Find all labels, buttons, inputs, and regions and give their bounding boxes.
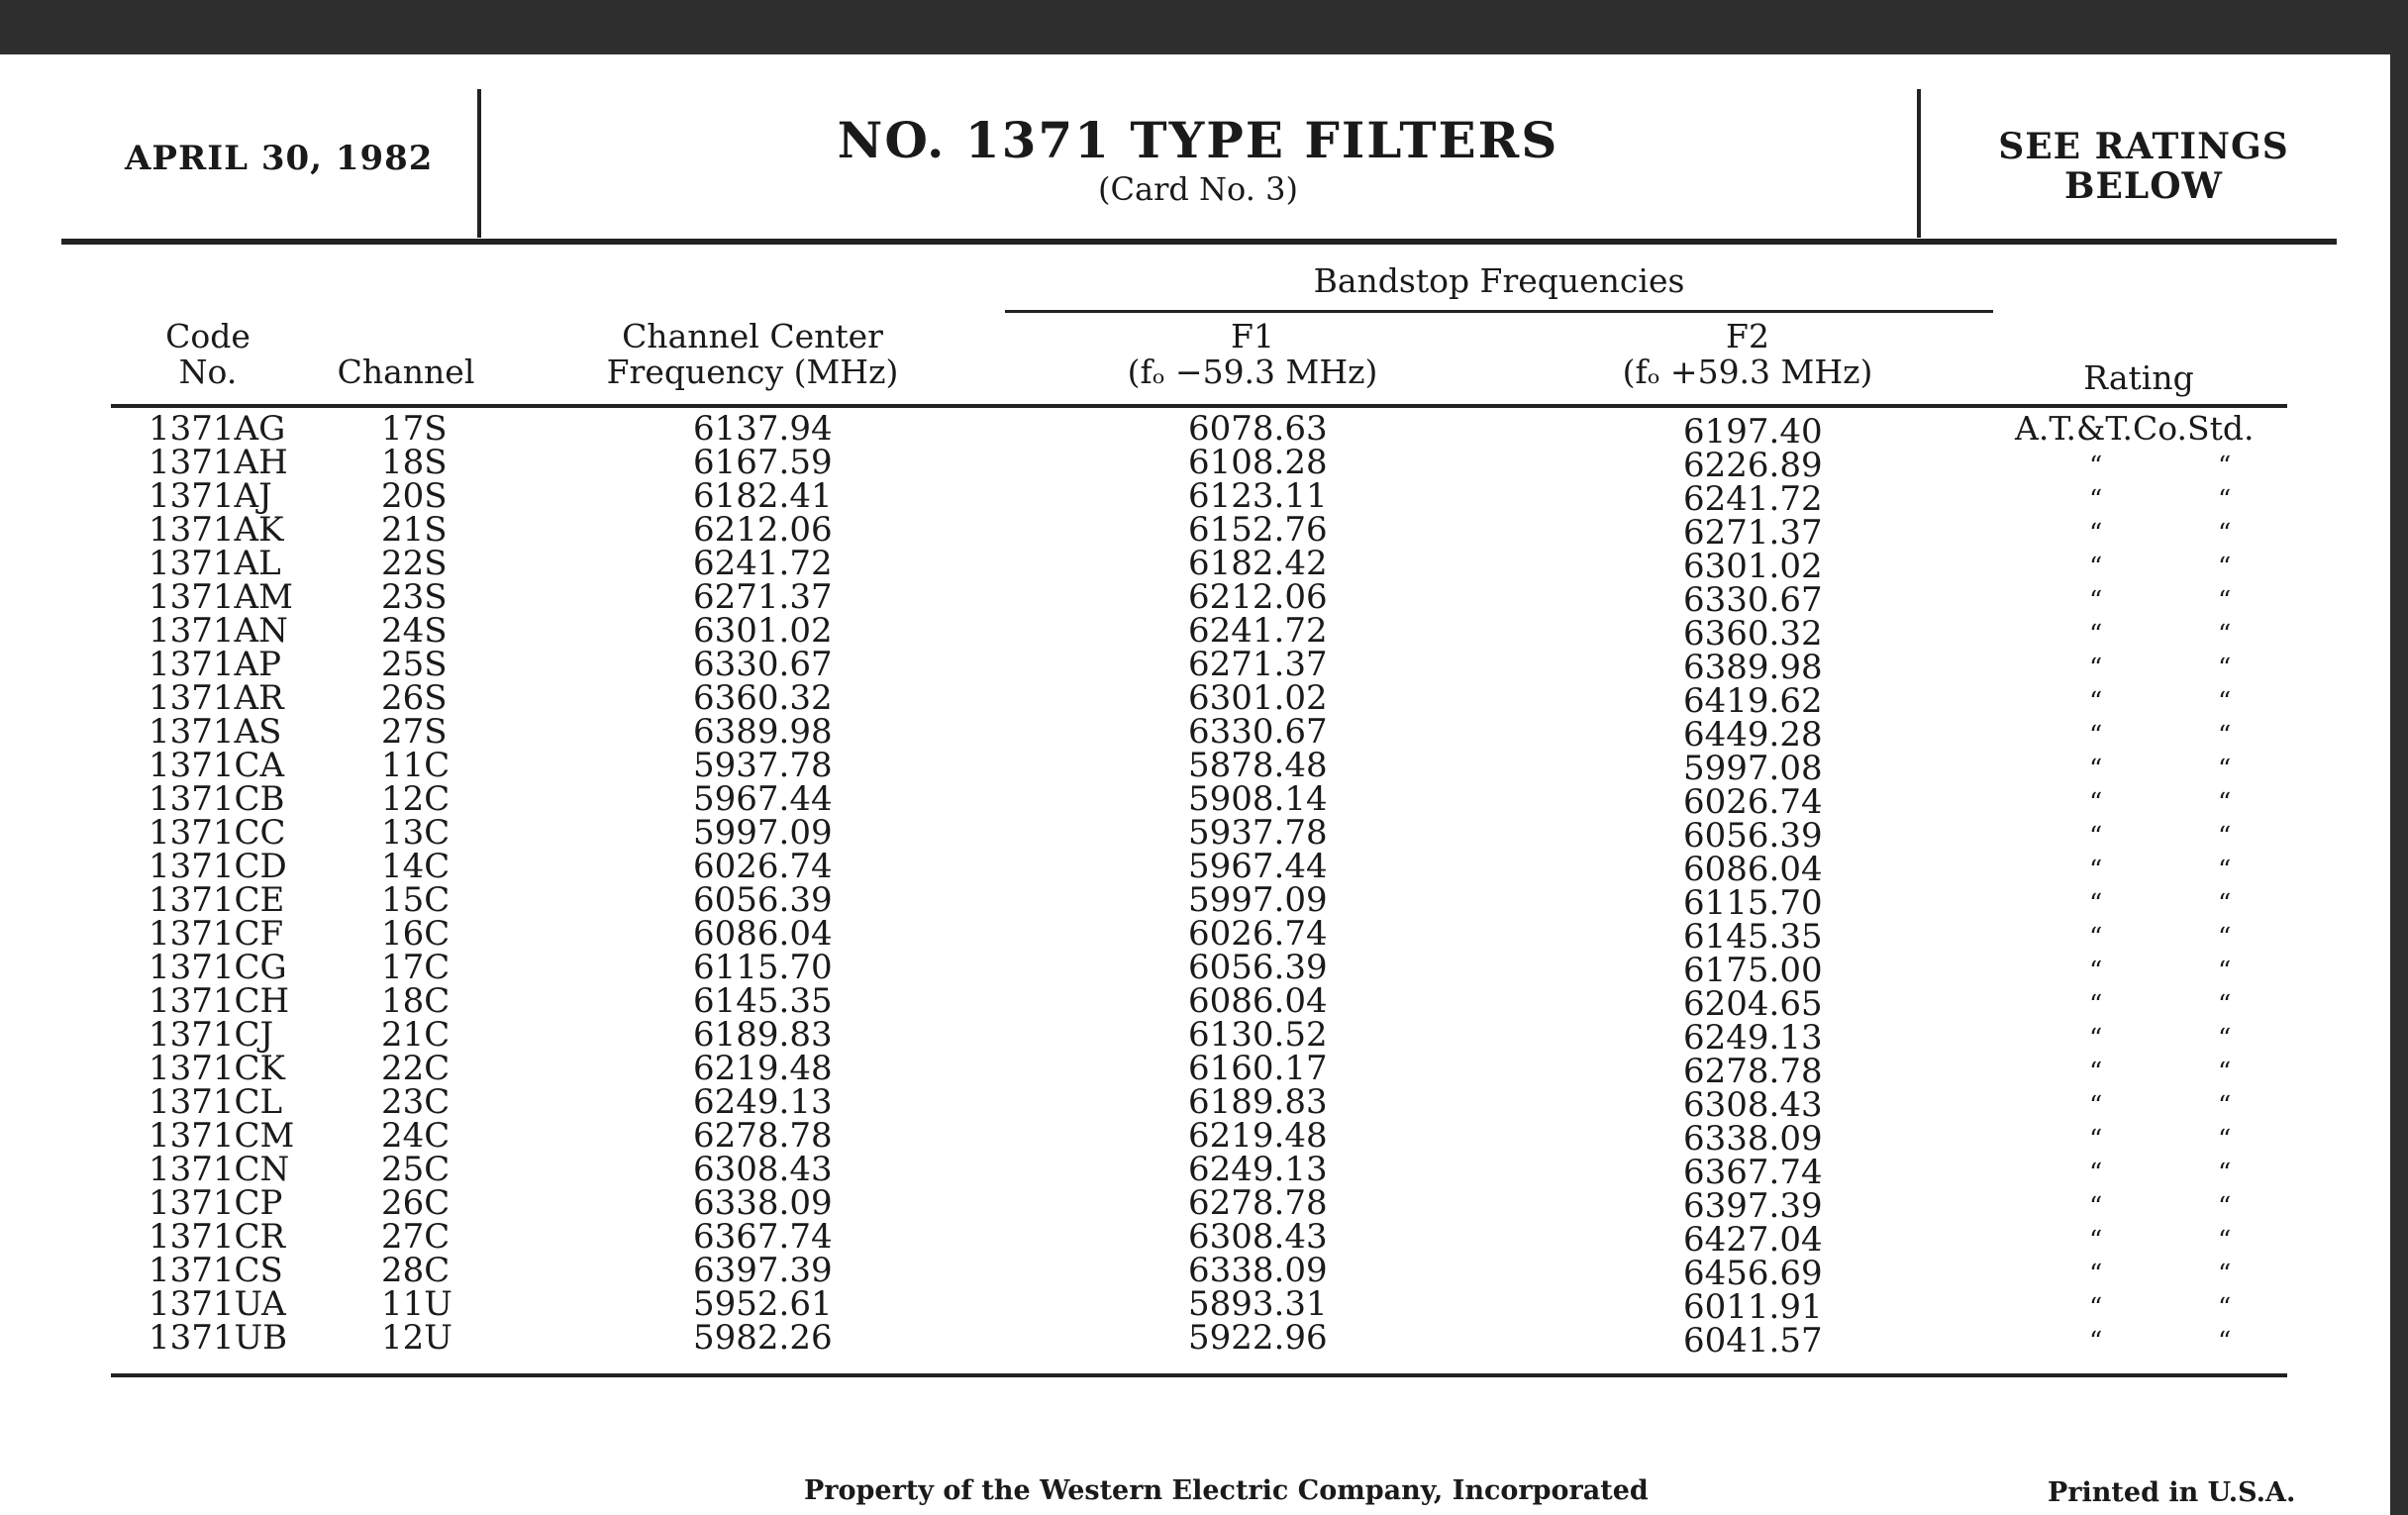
table-row <box>0 544 2408 586</box>
f1-cell: 6241.72 <box>1188 611 1328 651</box>
ditto-mark: “ <box>2089 822 2103 852</box>
f1-cell: 6123.11 <box>1188 476 1328 516</box>
channel-cell: 17C <box>381 948 451 987</box>
ditto-mark: “ <box>2218 889 2232 919</box>
table-row <box>0 948 2408 990</box>
table-row <box>0 510 2408 553</box>
channel-cell: 18C <box>381 981 451 1021</box>
table-row <box>0 1251 2408 1293</box>
ditto-mark: “ <box>2218 1159 2232 1188</box>
channel-cell: 27S <box>381 712 448 752</box>
ditto-mark: “ <box>2089 553 2103 582</box>
ditto-mark: “ <box>2218 1260 2232 1289</box>
table-row <box>0 914 2408 957</box>
ditto-mark: “ <box>2218 822 2232 852</box>
table-row <box>0 611 2408 654</box>
col-header-f1 <box>1069 319 1436 390</box>
header-rule <box>61 239 2337 245</box>
f1-cell: 5937.78 <box>1188 813 1328 853</box>
f1-cell: 5878.48 <box>1188 746 1328 785</box>
channel-cell: 25S <box>381 645 448 684</box>
filter-table-body <box>0 409 2408 1361</box>
f2-cell: 5997.08 <box>1683 749 1823 788</box>
ditto-mark: “ <box>2218 553 2232 582</box>
center-frequency-cell: 6301.02 <box>693 611 833 651</box>
center-frequency-cell: 5967.44 <box>693 779 833 819</box>
center-frequency-cell: 6360.32 <box>693 678 833 718</box>
card-subtitle: (Card No. 3) <box>1098 170 1298 208</box>
f1-cell: 6338.09 <box>1188 1251 1328 1290</box>
f2-cell: 6449.28 <box>1683 715 1823 755</box>
code-cell: 1371AK <box>149 510 284 550</box>
f2-cell: 6226.89 <box>1683 446 1823 485</box>
ditto-mark: “ <box>2089 1091 2103 1121</box>
channel-cell: 22C <box>381 1049 451 1088</box>
f2-cell: 6397.39 <box>1683 1186 1823 1226</box>
col-header-f2-line1: F2 <box>1726 317 1769 355</box>
code-cell: 1371CN <box>149 1150 290 1189</box>
f1-cell: 5997.09 <box>1188 880 1328 920</box>
f1-cell: 5908.14 <box>1188 779 1328 819</box>
col-header-center-line2: Frequency (MHz) <box>606 353 899 391</box>
channel-cell: 11C <box>381 746 451 785</box>
ditto-mark: “ <box>2089 1260 2103 1289</box>
channel-cell: 25C <box>381 1150 451 1189</box>
f1-cell: 6160.17 <box>1188 1049 1328 1088</box>
channel-cell: 20S <box>381 476 448 516</box>
table-row <box>0 1116 2408 1159</box>
code-cell: 1371CR <box>149 1217 286 1257</box>
ditto-mark: “ <box>2089 485 2103 515</box>
f1-cell: 6301.02 <box>1188 678 1328 718</box>
channel-cell: 11U <box>381 1284 452 1324</box>
ditto-mark: “ <box>2218 990 2232 1020</box>
table-row <box>0 678 2408 721</box>
ditto-mark: “ <box>2218 856 2232 885</box>
f2-cell: 6330.67 <box>1683 580 1823 620</box>
center-frequency-cell: 6167.59 <box>693 443 833 482</box>
table-row <box>0 981 2408 1024</box>
channel-cell: 23S <box>381 577 448 617</box>
f1-cell: 6212.06 <box>1188 577 1328 617</box>
card-date: APRIL 30, 1982 <box>125 139 434 178</box>
card-title: NO. 1371 TYPE FILTERS <box>837 111 1559 169</box>
channel-cell: 24C <box>381 1116 451 1156</box>
ditto-mark: “ <box>2218 1226 2232 1256</box>
f1-cell: 6130.52 <box>1188 1015 1328 1055</box>
channel-cell: 12U <box>381 1318 452 1358</box>
header-divider-right <box>1917 89 1921 238</box>
f1-cell: 5967.44 <box>1188 847 1328 886</box>
ditto-mark: “ <box>2218 620 2232 650</box>
f2-cell: 6301.02 <box>1683 547 1823 586</box>
channel-cell: 18S <box>381 443 448 482</box>
table-row <box>0 1049 2408 1091</box>
f1-cell: 6189.83 <box>1188 1082 1328 1122</box>
f2-cell: 6456.69 <box>1683 1254 1823 1293</box>
center-frequency-cell: 6145.35 <box>693 981 833 1021</box>
ditto-mark: “ <box>2089 620 2103 650</box>
center-frequency-cell: 6212.06 <box>693 510 833 550</box>
f1-cell: 6086.04 <box>1188 981 1328 1021</box>
col-header-channel: Channel <box>337 353 475 391</box>
table-row <box>0 1318 2408 1361</box>
col-header-rating: Rating <box>2083 358 2194 397</box>
col-header-code-line2: No. <box>178 353 238 391</box>
ditto-mark: “ <box>2218 755 2232 784</box>
footer-printed-note: Printed in U.S.A. <box>2048 1477 2296 1508</box>
center-frequency-cell: 6026.74 <box>693 847 833 886</box>
ditto-mark: “ <box>2089 1327 2103 1357</box>
code-cell: 1371UB <box>149 1318 288 1358</box>
ditto-mark: “ <box>2089 452 2103 481</box>
f1-cell: 6219.48 <box>1188 1116 1328 1156</box>
f2-cell: 6041.57 <box>1683 1321 1823 1361</box>
ditto-mark: “ <box>2089 654 2103 683</box>
code-cell: 1371UA <box>149 1284 286 1324</box>
code-cell: 1371CE <box>149 880 285 920</box>
f1-cell: 6308.43 <box>1188 1217 1328 1257</box>
code-cell: 1371AL <box>149 544 281 583</box>
center-frequency-cell: 5997.09 <box>693 813 833 853</box>
ditto-mark: “ <box>2218 1192 2232 1222</box>
channel-cell: 16C <box>381 914 451 954</box>
code-cell: 1371AG <box>149 409 286 449</box>
ditto-mark: “ <box>2089 1159 2103 1188</box>
center-frequency-cell: 6271.37 <box>693 577 833 617</box>
ditto-mark: “ <box>2089 1192 2103 1222</box>
ditto-mark: “ <box>2089 586 2103 616</box>
code-cell: 1371CM <box>149 1116 295 1156</box>
center-frequency-cell: 6182.41 <box>693 476 833 516</box>
channel-cell: 13C <box>381 813 451 853</box>
table-row <box>0 1217 2408 1260</box>
code-cell: 1371CL <box>149 1082 283 1122</box>
center-frequency-cell: 5937.78 <box>693 746 833 785</box>
table-row <box>0 880 2408 923</box>
rating-cell: A.T.&T.Co.Std. <box>2015 409 2255 448</box>
header-divider-left <box>477 89 481 238</box>
f1-cell: 6249.13 <box>1188 1150 1328 1189</box>
ditto-mark: “ <box>2089 1058 2103 1087</box>
channel-cell: 24S <box>381 611 448 651</box>
center-frequency-cell: 6189.83 <box>693 1015 833 1055</box>
center-frequency-cell: 6389.98 <box>693 712 833 752</box>
ditto-mark: “ <box>2218 1125 2232 1155</box>
f1-cell: 6108.28 <box>1188 443 1328 482</box>
table-row <box>0 1150 2408 1192</box>
f2-cell: 6308.43 <box>1683 1085 1823 1125</box>
col-header-f1-line2: (fₒ −59.3 MHz) <box>1127 353 1378 391</box>
code-cell: 1371CC <box>149 813 286 853</box>
channel-cell: 21S <box>381 510 448 550</box>
channel-cell: 12C <box>381 779 451 819</box>
ditto-mark: “ <box>2089 1125 2103 1155</box>
table-row <box>0 746 2408 788</box>
col-header-code <box>109 319 307 390</box>
ditto-mark: “ <box>2089 889 2103 919</box>
table-row <box>0 813 2408 856</box>
f1-cell: 5922.96 <box>1188 1318 1328 1358</box>
f1-cell: 6152.76 <box>1188 510 1328 550</box>
ditto-mark: “ <box>2218 519 2232 549</box>
f1-cell: 6026.74 <box>1188 914 1328 954</box>
code-cell: 1371CK <box>149 1049 285 1088</box>
f1-cell: 6078.63 <box>1188 409 1328 449</box>
ditto-mark: “ <box>2218 788 2232 818</box>
table-row <box>0 476 2408 519</box>
f1-cell: 6056.39 <box>1188 948 1328 987</box>
bandstop-group-header: Bandstop Frequencies <box>1313 261 1685 300</box>
code-cell: 1371AJ <box>149 476 272 516</box>
bandstop-group-rule <box>1005 310 1993 313</box>
f2-cell: 6145.35 <box>1683 917 1823 957</box>
table-row <box>0 409 2408 452</box>
center-frequency-cell: 6115.70 <box>693 948 833 987</box>
f2-cell: 6011.91 <box>1683 1287 1823 1327</box>
channel-cell: 17S <box>381 409 448 449</box>
center-frequency-cell: 6056.39 <box>693 880 833 920</box>
ditto-mark: “ <box>2089 788 2103 818</box>
ditto-mark: “ <box>2089 990 2103 1020</box>
center-frequency-cell: 6308.43 <box>693 1150 833 1189</box>
f2-cell: 6278.78 <box>1683 1052 1823 1091</box>
ditto-mark: “ <box>2089 1024 2103 1054</box>
ditto-mark: “ <box>2089 721 2103 751</box>
center-frequency-cell: 6397.39 <box>693 1251 833 1290</box>
channel-cell: 14C <box>381 847 451 886</box>
f2-cell: 6204.65 <box>1683 984 1823 1024</box>
ditto-mark: “ <box>2218 957 2232 986</box>
col-header-f2-line2: (fₒ +59.3 MHz) <box>1622 353 1873 391</box>
f2-cell: 6175.00 <box>1683 951 1823 990</box>
channel-cell: 15C <box>381 880 451 920</box>
ditto-mark: “ <box>2089 1226 2103 1256</box>
center-frequency-cell: 6330.67 <box>693 645 833 684</box>
ditto-mark: “ <box>2089 519 2103 549</box>
ditto-mark: “ <box>2218 1293 2232 1323</box>
f2-cell: 6367.74 <box>1683 1153 1823 1192</box>
see-ratings-line1: SEE RATINGS <box>1998 126 2289 167</box>
center-frequency-cell: 6086.04 <box>693 914 833 954</box>
f2-cell: 6197.40 <box>1683 412 1823 452</box>
f1-cell: 6182.42 <box>1188 544 1328 583</box>
channel-cell: 22S <box>381 544 448 583</box>
center-frequency-cell: 6219.48 <box>693 1049 833 1088</box>
f2-cell: 6389.98 <box>1683 648 1823 687</box>
footer-property-note: Property of the Western Electric Company, Incorporated <box>804 1475 1649 1506</box>
table-row <box>0 779 2408 822</box>
ditto-mark: “ <box>2218 1327 2232 1357</box>
table-row <box>0 1284 2408 1327</box>
f2-cell: 6427.04 <box>1683 1220 1823 1260</box>
code-cell: 1371AN <box>149 611 288 651</box>
code-cell: 1371AR <box>149 678 284 718</box>
code-cell: 1371CF <box>149 914 284 954</box>
f2-cell: 6056.39 <box>1683 816 1823 856</box>
f2-cell: 6249.13 <box>1683 1018 1823 1058</box>
f1-cell: 6330.67 <box>1188 712 1328 752</box>
table-bottom-rule <box>111 1373 2287 1377</box>
table-row <box>0 577 2408 620</box>
code-cell: 1371CB <box>149 779 285 819</box>
ditto-mark: “ <box>2089 856 2103 885</box>
center-frequency-cell: 6137.94 <box>693 409 833 449</box>
channel-cell: 26C <box>381 1183 451 1223</box>
ditto-mark: “ <box>2218 1091 2232 1121</box>
ditto-mark: “ <box>2218 485 2232 515</box>
ditto-mark: “ <box>2218 1058 2232 1087</box>
ditto-mark: “ <box>2089 687 2103 717</box>
f2-cell: 6241.72 <box>1683 479 1823 519</box>
table-row <box>0 1015 2408 1058</box>
col-header-center-frequency <box>574 319 931 390</box>
table-row <box>0 443 2408 485</box>
center-frequency-cell: 5982.26 <box>693 1318 833 1358</box>
table-row <box>0 1082 2408 1125</box>
col-header-f1-line1: F1 <box>1231 317 1274 355</box>
ditto-mark: “ <box>2218 923 2232 953</box>
f2-cell: 6360.32 <box>1683 614 1823 654</box>
ditto-mark: “ <box>2089 957 2103 986</box>
col-header-code-line1: Code <box>165 317 251 355</box>
ditto-mark: “ <box>2089 1293 2103 1323</box>
code-cell: 1371AH <box>149 443 288 482</box>
channel-cell: 28C <box>381 1251 451 1290</box>
table-row <box>0 645 2408 687</box>
see-ratings-note <box>1965 127 2322 206</box>
ditto-mark: “ <box>2218 586 2232 616</box>
code-cell: 1371CP <box>149 1183 283 1223</box>
table-row <box>0 847 2408 889</box>
scan-top-border <box>0 0 2408 54</box>
code-cell: 1371CG <box>149 948 287 987</box>
code-cell: 1371CD <box>149 847 287 886</box>
f2-cell: 6086.04 <box>1683 850 1823 889</box>
center-frequency-cell: 6249.13 <box>693 1082 833 1122</box>
column-header-rule <box>111 404 2287 408</box>
code-cell: 1371AP <box>149 645 281 684</box>
code-cell: 1371AM <box>149 577 293 617</box>
ditto-mark: “ <box>2089 755 2103 784</box>
code-cell: 1371CJ <box>149 1015 274 1055</box>
channel-cell: 23C <box>381 1082 451 1122</box>
ditto-mark: “ <box>2218 1024 2232 1054</box>
f1-cell: 6271.37 <box>1188 645 1328 684</box>
f1-cell: 5893.31 <box>1188 1284 1328 1324</box>
f1-cell: 6278.78 <box>1188 1183 1328 1223</box>
f2-cell: 6115.70 <box>1683 883 1823 923</box>
table-row <box>0 712 2408 755</box>
f2-cell: 6271.37 <box>1683 513 1823 553</box>
code-cell: 1371CH <box>149 981 290 1021</box>
table-row <box>0 1183 2408 1226</box>
center-frequency-cell: 5952.61 <box>693 1284 833 1324</box>
ditto-mark: “ <box>2089 923 2103 953</box>
f2-cell: 6338.09 <box>1683 1119 1823 1159</box>
code-cell: 1371AS <box>149 712 282 752</box>
channel-cell: 26S <box>381 678 448 718</box>
center-frequency-cell: 6241.72 <box>693 544 833 583</box>
ditto-mark: “ <box>2218 721 2232 751</box>
ditto-mark: “ <box>2218 452 2232 481</box>
col-header-center-line1: Channel Center <box>622 317 883 355</box>
f2-cell: 6419.62 <box>1683 681 1823 721</box>
ditto-mark: “ <box>2218 654 2232 683</box>
center-frequency-cell: 6338.09 <box>693 1183 833 1223</box>
center-frequency-cell: 6367.74 <box>693 1217 833 1257</box>
center-frequency-cell: 6278.78 <box>693 1116 833 1156</box>
channel-cell: 27C <box>381 1217 451 1257</box>
see-ratings-line2: BELOW <box>2064 165 2223 207</box>
col-header-f2 <box>1564 319 1931 390</box>
channel-cell: 21C <box>381 1015 451 1055</box>
code-cell: 1371CS <box>149 1251 283 1290</box>
ditto-mark: “ <box>2218 687 2232 717</box>
f2-cell: 6026.74 <box>1683 782 1823 822</box>
code-cell: 1371CA <box>149 746 285 785</box>
